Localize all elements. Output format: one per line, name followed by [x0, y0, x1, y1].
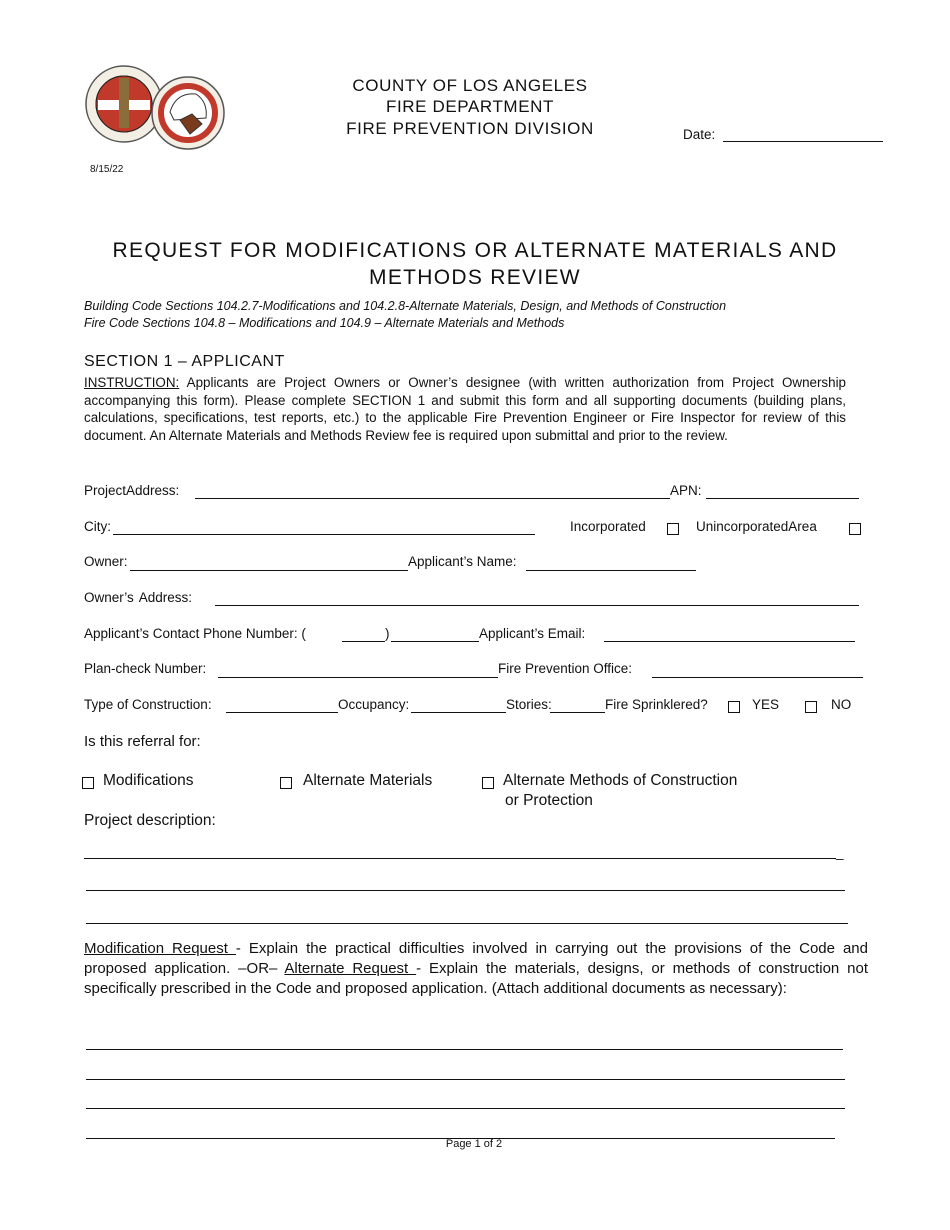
city-field[interactable] [113, 534, 535, 535]
county-fire-seals-logo [84, 62, 226, 156]
request-instructions [84, 939, 868, 999]
occupancy-field[interactable] [411, 712, 506, 713]
phone-area-code-field[interactable] [342, 641, 385, 642]
alternate-materials-checkbox[interactable] [280, 777, 292, 789]
alternate-materials-label: Alternate Materials [303, 772, 433, 789]
project-address-label: ProjectAddress: [84, 483, 180, 498]
email-label: Applicant’s Email: [479, 626, 586, 641]
building-code-reference: Building Code Sections 104.2.7-Modifications and 104.2.8-Alternate Materials, Design, and Methods of Construction [84, 299, 727, 313]
owner-field[interactable] [130, 570, 408, 571]
apn-field[interactable] [706, 498, 859, 499]
revision-date: 8/15/22 [90, 164, 124, 175]
instruction-label: INSTRUCTION: [84, 375, 180, 390]
request-explanation-line[interactable] [86, 1079, 845, 1080]
owner-label: Owner: [84, 554, 128, 569]
alternate-methods-checkbox[interactable] [482, 777, 494, 789]
date-label: Date: [683, 127, 716, 142]
city-label: City: [84, 519, 111, 534]
applicant-name-label: Applicant’s Name: [408, 554, 517, 569]
division-name: FIRE PREVENTION DIVISION [346, 119, 594, 138]
sprinklered-label: Fire Sprinklered? [605, 697, 708, 712]
alternate-methods-label: Alternate Methods of Construction [503, 772, 738, 789]
sprinklered-yes-label: YES [752, 697, 780, 712]
plan-check-field[interactable] [218, 677, 498, 678]
plan-check-label: Plan-check Number: [84, 661, 207, 676]
stories-label: Stories: [506, 697, 552, 712]
phone-number-field[interactable] [391, 641, 479, 642]
owner-address-label: Owner’s Address: [84, 590, 193, 605]
fire-office-field[interactable] [652, 677, 863, 678]
construction-type-label: Type of Construction: [84, 697, 212, 712]
owner-address-field[interactable] [215, 605, 859, 606]
form-title-line2: METHODS REVIEW [369, 266, 581, 289]
unincorporated-checkbox[interactable] [849, 523, 861, 535]
date-field[interactable] [723, 141, 883, 142]
construction-type-field[interactable] [226, 712, 338, 713]
request-explanation-line[interactable] [86, 1108, 845, 1109]
stories-field[interactable] [550, 712, 605, 713]
instruction-paragraph [84, 374, 846, 444]
apn-label: APN: [670, 483, 702, 498]
project-description-label: Project description: [84, 812, 216, 829]
incorporated-checkbox[interactable] [667, 523, 679, 535]
form-title-line1: REQUEST FOR MODIFICATIONS OR ALTERNATE MATERIALS AND [112, 239, 838, 262]
fire-office-label: Fire Prevention Office: [498, 661, 633, 676]
occupancy-label: Occupancy: [338, 697, 410, 712]
project-description-line[interactable] [86, 923, 848, 924]
modification-request-text: - Explain the practical difficulties involved in carrying out the provisions of the Code and proposed application. –OR– [84, 940, 868, 977]
modification-request-label: Modification Request [84, 940, 236, 957]
email-field[interactable] [604, 641, 855, 642]
alternate-request-label: Alternate Request [284, 960, 417, 977]
referral-question: Is this referral for: [84, 733, 201, 750]
phone-paren-close: ) [385, 626, 390, 641]
incorporated-label: Incorporated [570, 519, 646, 534]
applicant-name-field[interactable] [526, 570, 696, 571]
department-name: FIRE DEPARTMENT [386, 97, 554, 116]
section-heading: SECTION 1 – APPLICANT [84, 353, 285, 370]
org-name: COUNTY OF LOS ANGELES [352, 76, 588, 95]
instruction-text: Applicants are Project Owners or Owner’s designee (with written authorization from Project Ownership accompanying this form). Please complete SECTION 1 and submit this form and all supporting documents (building plans, calculations, specifications, test reports, etc.) to the applicable Fire Prevention Engineer or Fire Inspector for review of this document. An Alternate Materials and Methods Review fee is required upon submittal and prior to the review. [84, 375, 846, 443]
request-explanation-line[interactable] [86, 1049, 843, 1050]
sprinklered-no-checkbox[interactable] [805, 701, 817, 713]
project-description-line[interactable] [86, 890, 845, 891]
page-number: Page 1 of 2 [445, 1138, 503, 1150]
description-trail: _ [836, 845, 844, 860]
alternate-methods-label-cont: or Protection [505, 792, 593, 809]
fire-code-reference: Fire Code Sections 104.8 – Modifications and 104.9 – Alternate Materials and Methods [84, 316, 565, 330]
phone-label: Applicant’s Contact Phone Number: ( [84, 626, 306, 641]
sprinklered-yes-checkbox[interactable] [728, 701, 740, 713]
modifications-checkbox[interactable] [82, 777, 94, 789]
project-description-line[interactable] [84, 858, 836, 859]
unincorporated-label: UnincorporatedArea [696, 519, 817, 534]
modifications-label: Modifications [103, 772, 194, 789]
alternate-request-text: - Explain the materials, designs, or methods of construction not specifically prescribed in the Code and proposed application. (Attach additional documents as necessary): [84, 960, 868, 997]
project-address-field[interactable] [195, 498, 670, 499]
sprinklered-no-label: NO [831, 697, 852, 712]
